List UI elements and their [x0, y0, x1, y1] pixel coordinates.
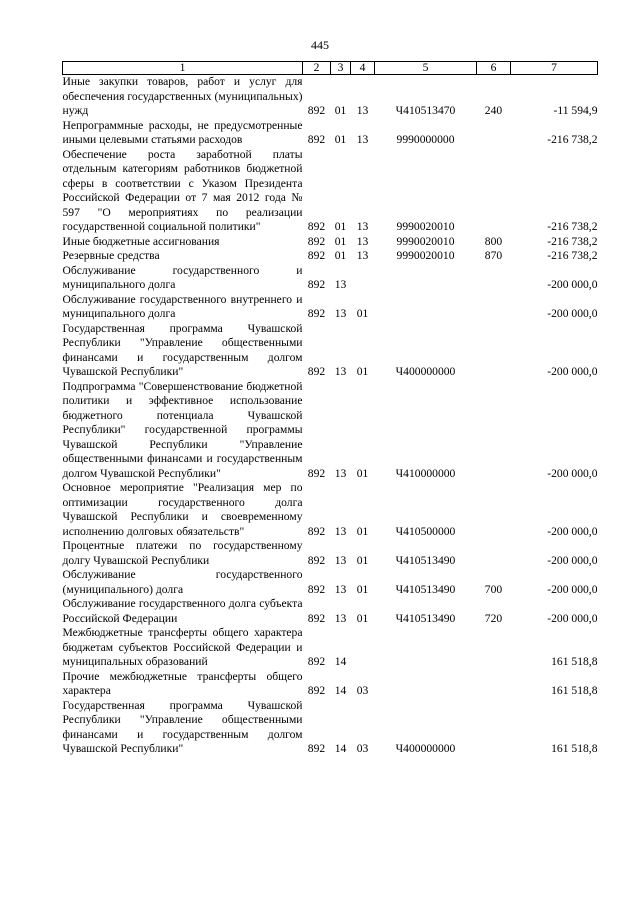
row-code-target — [375, 626, 477, 670]
table-body — [63, 75, 598, 757]
row-code-section: 14 — [334, 655, 347, 668]
row-code-subsection: 01 — [356, 307, 369, 320]
row-code-expense-type: 240 — [484, 104, 503, 117]
table-row — [63, 539, 598, 568]
header-cell: 4 — [351, 62, 375, 75]
row-amount: 161 518,8 — [551, 684, 598, 697]
row-amount: -200 000,0 — [547, 582, 598, 596]
row-code-ministry: 892 — [307, 655, 326, 668]
row-name-text: Подпрограмма "Совершенствование бюджетной политики и эффективное использование бюджетного потенциала Чувашской Республики" государственной программы Чувашской Республики "Управление общественными финансами и государственным долгом Чувашской Республики" — [62, 379, 303, 480]
row-code-target: Ч400000000 — [395, 365, 456, 378]
row-name — [63, 380, 303, 482]
row-code-ministry: 892 — [307, 104, 326, 117]
row-name-text: Резервные средства — [62, 249, 160, 262]
row-name-text: Обслуживание государственного и муниципального долга — [62, 263, 303, 291]
row-name — [63, 235, 303, 250]
row-code-section: 13 — [334, 582, 347, 596]
row-code-target: 9990020010 — [396, 220, 455, 233]
row-code-section: 13 — [334, 307, 347, 320]
table-row — [63, 148, 598, 235]
row-code-target — [375, 293, 477, 322]
row-code-ministry: 892 — [307, 365, 326, 378]
table-row — [63, 322, 598, 380]
row-name-text: Непрограммные расходы, не предусмотренные иными целевыми статьями расходов — [62, 118, 303, 146]
table-row — [63, 380, 598, 482]
row-code-ministry: 892 — [307, 234, 326, 248]
table-row — [63, 670, 598, 699]
page-number: 445 — [311, 38, 329, 52]
row-name — [63, 75, 303, 119]
row-code-section: 01 — [334, 133, 347, 146]
row-amount: -200 000,0 — [547, 611, 598, 625]
row-code-section: 01 — [334, 104, 347, 117]
row-code-ministry: 892 — [307, 684, 326, 697]
row-code-target: Ч410500000 — [395, 524, 456, 538]
row-code-section: 13 — [334, 524, 347, 538]
row-code-subsection: 01 — [356, 466, 369, 480]
row-code-subsection: 13 — [356, 104, 369, 117]
row-code-expense-type — [477, 481, 511, 539]
row-name-text: Государственная программа Чувашской Республики "Управление общественными финансами и государственным долгом Чувашской Республики" — [62, 698, 303, 755]
row-code-section: 13 — [334, 365, 347, 378]
budget-table — [62, 61, 598, 757]
row-code-target: 9990020010 — [396, 234, 455, 248]
row-code-target — [375, 264, 477, 293]
row-name — [63, 699, 303, 757]
row-code-target: 9990000000 — [396, 133, 455, 146]
row-code-ministry: 892 — [307, 278, 326, 291]
row-code-expense-type — [477, 119, 511, 148]
row-code-target: 9990020010 — [396, 249, 455, 262]
table-row — [63, 264, 598, 293]
row-name — [63, 293, 303, 322]
row-name-text: Обслуживание государственного внутреннего и муниципального долга — [62, 292, 303, 320]
row-code-ministry: 892 — [307, 307, 326, 320]
row-code-expense-type — [477, 539, 511, 568]
row-code-target — [375, 670, 477, 699]
row-code-target: Ч410513490 — [395, 611, 456, 625]
row-name-text: Основное мероприятие "Реализация мер по оптимизации государственного долга Чувашской Республики и своевременному исполнению долговых обязательств" — [62, 481, 303, 538]
row-code-subsection: 03 — [356, 742, 369, 755]
row-code-target: Ч410000000 — [395, 466, 456, 480]
row-name-text: Обеспечение роста заработной платы отдельным категориям работников бюджетной сферы в соответствии с Указом Президента Российской Федерации от 7 мая 2012 года № 597 "О мероприятиях по реализации государственной социальной политики" — [62, 147, 303, 233]
row-name-text: Процентные платежи по государственному долгу Чувашской Республики — [62, 539, 303, 567]
header-cell: 6 — [477, 62, 511, 75]
row-name-text: Иные бюджетные ассигнования — [62, 234, 220, 248]
row-code-subsection: 13 — [356, 133, 369, 146]
row-code-ministry: 892 — [307, 524, 326, 538]
row-name — [63, 322, 303, 380]
row-code-expense-type: 800 — [484, 234, 503, 248]
row-code-expense-type — [477, 293, 511, 322]
row-code-subsection: 13 — [356, 234, 369, 248]
row-code-section: 14 — [334, 742, 347, 755]
row-code-expense-type: 870 — [484, 249, 503, 262]
row-code-section: 01 — [334, 234, 347, 248]
row-code-section: 13 — [334, 553, 347, 567]
table-row — [63, 249, 598, 264]
row-name — [63, 597, 303, 626]
row-code-subsection: 01 — [356, 365, 369, 378]
row-name — [63, 568, 303, 597]
row-code-subsection — [351, 626, 375, 670]
row-amount: -200 000,0 — [547, 524, 598, 538]
table-row — [63, 481, 598, 539]
row-code-subsection: 01 — [356, 524, 369, 538]
row-code-subsection: 13 — [356, 249, 369, 262]
row-amount: -216 738,2 — [547, 133, 598, 146]
row-amount: -11 594,9 — [553, 104, 598, 117]
row-name-text: Прочие межбюджетные трансферты общего характера — [62, 669, 303, 697]
row-amount: -200 000,0 — [547, 365, 598, 378]
row-amount: -216 738,2 — [547, 220, 598, 233]
row-code-section: 13 — [334, 466, 347, 480]
table-row — [63, 293, 598, 322]
row-code-target: Ч410513490 — [395, 553, 456, 567]
row-code-expense-type — [477, 322, 511, 380]
header-cell: 2 — [303, 62, 331, 75]
table-row — [63, 699, 598, 757]
row-code-ministry: 892 — [307, 133, 326, 146]
row-amount: -216 738,2 — [547, 249, 598, 262]
row-amount: -200 000,0 — [547, 278, 598, 291]
row-code-subsection: 01 — [356, 553, 369, 567]
table-row — [63, 119, 598, 148]
row-code-section: 01 — [334, 220, 347, 233]
row-amount: -200 000,0 — [547, 466, 598, 480]
row-amount: -200 000,0 — [547, 553, 598, 567]
row-name — [63, 539, 303, 568]
row-amount: 161 518,8 — [551, 742, 598, 755]
row-name — [63, 119, 303, 148]
table-header — [63, 62, 598, 75]
row-code-expense-type — [477, 626, 511, 670]
row-code-target: Ч400000000 — [395, 742, 456, 755]
row-code-expense-type — [477, 264, 511, 293]
row-code-ministry: 892 — [307, 220, 326, 233]
row-name — [63, 481, 303, 539]
row-code-subsection: 03 — [356, 684, 369, 697]
row-code-section: 14 — [334, 684, 347, 697]
row-code-subsection — [351, 264, 375, 293]
row-code-ministry: 892 — [307, 742, 326, 755]
row-code-section: 01 — [334, 249, 347, 262]
row-code-expense-type — [477, 380, 511, 482]
row-code-expense-type — [477, 670, 511, 699]
row-code-target: Ч410513470 — [395, 104, 456, 117]
row-code-subsection: 13 — [356, 220, 369, 233]
row-code-target: Ч410513490 — [395, 582, 456, 596]
row-name — [63, 670, 303, 699]
header-cell: 3 — [331, 62, 351, 75]
table-row — [63, 597, 598, 626]
table-row — [63, 75, 598, 119]
row-code-subsection: 01 — [356, 611, 369, 625]
row-name-text: Обслуживание государственного (муниципального) долга — [62, 568, 303, 596]
header-cell: 5 — [375, 62, 477, 75]
row-code-expense-type: 700 — [484, 582, 503, 596]
row-name-text: Межбюджетные трансферты общего характера бюджетам субъектов Российской Федерации и муниципальных образований — [62, 626, 303, 668]
row-code-subsection: 01 — [356, 582, 369, 596]
header-cell: 7 — [511, 62, 598, 75]
row-code-expense-type — [477, 148, 511, 235]
row-amount: 161 518,8 — [551, 655, 598, 668]
row-code-section: 13 — [334, 278, 347, 291]
row-code-ministry: 892 — [307, 553, 326, 567]
row-name — [63, 148, 303, 235]
row-amount: -216 738,2 — [547, 234, 598, 248]
header-cell: 1 — [63, 62, 303, 75]
row-name-text: Обслуживание государственного долга субъекта Российской Федерации — [62, 597, 303, 625]
table-row — [63, 235, 598, 250]
row-name-text: Государственная программа Чувашской Республики "Управление общественными финансами и государственным долгом Чувашской Республики" — [62, 321, 303, 378]
row-name — [63, 249, 303, 264]
table-row — [63, 626, 598, 670]
row-name-text: Иные закупки товаров, работ и услуг для обеспечения государственных (муниципальных) нужд — [62, 75, 303, 117]
row-name — [63, 264, 303, 293]
row-code-ministry: 892 — [307, 466, 326, 480]
row-name — [63, 626, 303, 670]
table-row — [63, 568, 598, 597]
row-code-expense-type — [477, 699, 511, 757]
row-amount: -200 000,0 — [547, 307, 598, 320]
row-code-section: 13 — [334, 611, 347, 625]
row-code-ministry: 892 — [307, 582, 326, 596]
row-code-ministry: 892 — [307, 249, 326, 262]
row-code-expense-type: 720 — [484, 611, 503, 625]
row-code-ministry: 892 — [307, 611, 326, 625]
